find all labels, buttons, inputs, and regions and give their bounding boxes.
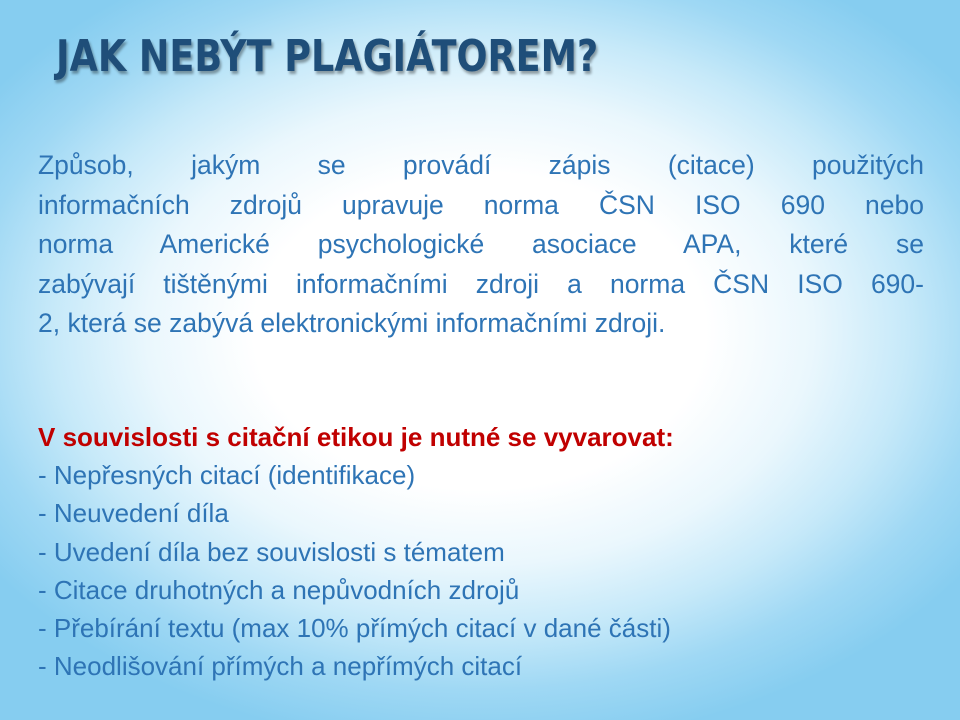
avoid-list	[38, 456, 924, 686]
paragraph-line: norma Americké psychologické asociace APA, které se	[38, 229, 924, 259]
slide-title: JAK NEBÝT PLAGIÁTOREM?	[56, 31, 599, 82]
intro-paragraph	[38, 146, 924, 344]
paragraph-line: Způsob, jakým se provádí zápis (citace) použitých	[38, 150, 924, 180]
paragraph-line: zabývají tištěnými informačními zdroji a norma ČSN ISO 690-	[38, 268, 924, 299]
paragraph-line: 2, která se zabývá elektronickými informačními zdroji.	[38, 308, 666, 338]
list-item: - Citace druhotných a nepůvodních zdrojů	[38, 574, 520, 605]
avoid-heading: V souvislosti s citační etikou je nutné se vyvarovat:	[38, 422, 674, 452]
list-item: - Neuvedení díla	[38, 498, 229, 529]
paragraph-line: informačních zdrojů upravuje norma ČSN ISO 690 nebo	[38, 189, 924, 220]
list-item: - Uvedení díla bez souvislosti s tématem	[38, 536, 505, 567]
list-item: - Nepřesných citací (identifikace)	[38, 460, 416, 490]
list-item: - Neodlišování přímých a nepřímých citací	[38, 651, 523, 682]
list-item: - Přebírání textu (max 10% přímých citací v dané části)	[38, 613, 671, 644]
